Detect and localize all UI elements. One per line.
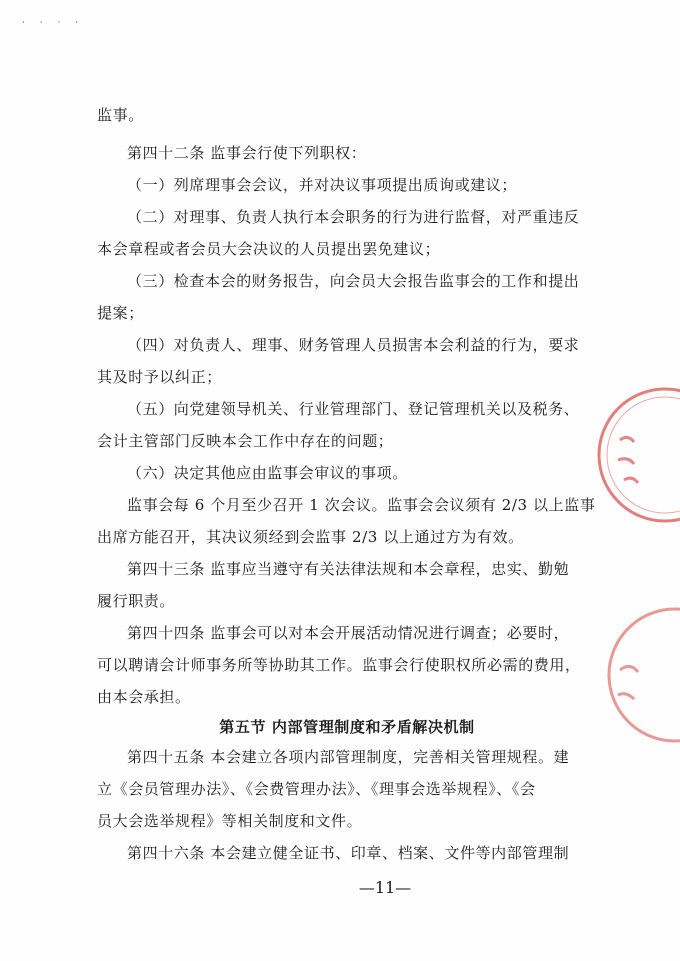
text-line: （五）向党建领导机关、行业管理部门、登记管理机关以及税务、 [127,400,580,418]
text-line: 本会章程或者会员大会决议的人员提出罢免建议； [97,240,441,258]
text-line: 出席方能召开，其决议须经到会监事 2/3 以上通过方为有效。 [97,528,524,546]
text-line: 由本会承担。 [97,688,191,706]
text-line: 立《会员管理办法》、《会费管理办法》、《理事会选举规程》、《会 [97,780,536,798]
article-44-title: 第四十四条 监事会可以对本会开展活动情况进行调查；必要时， [127,624,570,642]
text-line: 员大会选举规程》等相关制度和文件。 [97,812,363,830]
text-line: 监事会每 6 个月至少召开 1 次会议。监事会会议须有 2/3 以上监事 [127,496,596,514]
page-number: —11— [358,878,412,897]
article-42-title: 第四十二条 监事会行使下列职权： [127,144,367,162]
section-heading: 第五节 内部管理制度和矛盾解决机制 [219,718,475,736]
text-line: （三）检查本会的财务报告，向会员大会报告监事会的工作和提出 [127,272,580,290]
text-line: 监事。 [97,106,144,124]
scan-marks: · · · · [22,18,85,28]
text-line: 会计主管部门反映本会工作中存在的问题； [97,432,394,450]
article-46-title: 第四十六条 本会建立健全证书、印章、档案、文件等内部管理制 [127,844,570,862]
article-45-title: 第四十五条 本会建立各项内部管理制度，完善相关管理规程。建 [127,748,570,766]
text-line: （四）对负责人、理事、财务管理人员损害本会利益的行为，要求 [127,336,580,354]
text-line: 提案； [97,304,144,322]
article-43-title: 第四十三条 监事应当遵守有关法律法规和本会章程，忠实、勤勉 [127,560,570,578]
text-line: 其及时予以纠正； [97,368,222,386]
official-seal-icon [590,380,680,530]
text-line: （二）对理事、负责人执行本会职务的行为进行监督，对严重违反 [127,208,580,226]
text-line: 履行职责。 [97,592,176,610]
text-line: 可以聘请会计师事务所等协助其工作。监事会行使职权所必需的费用， [97,656,581,674]
text-line: （六）决定其他应由监事会审议的事项。 [127,464,408,482]
official-seal-fragment-icon [600,600,680,750]
text-line: （一）列席理事会会议，并对决议事项提出质询或建议； [127,176,518,194]
